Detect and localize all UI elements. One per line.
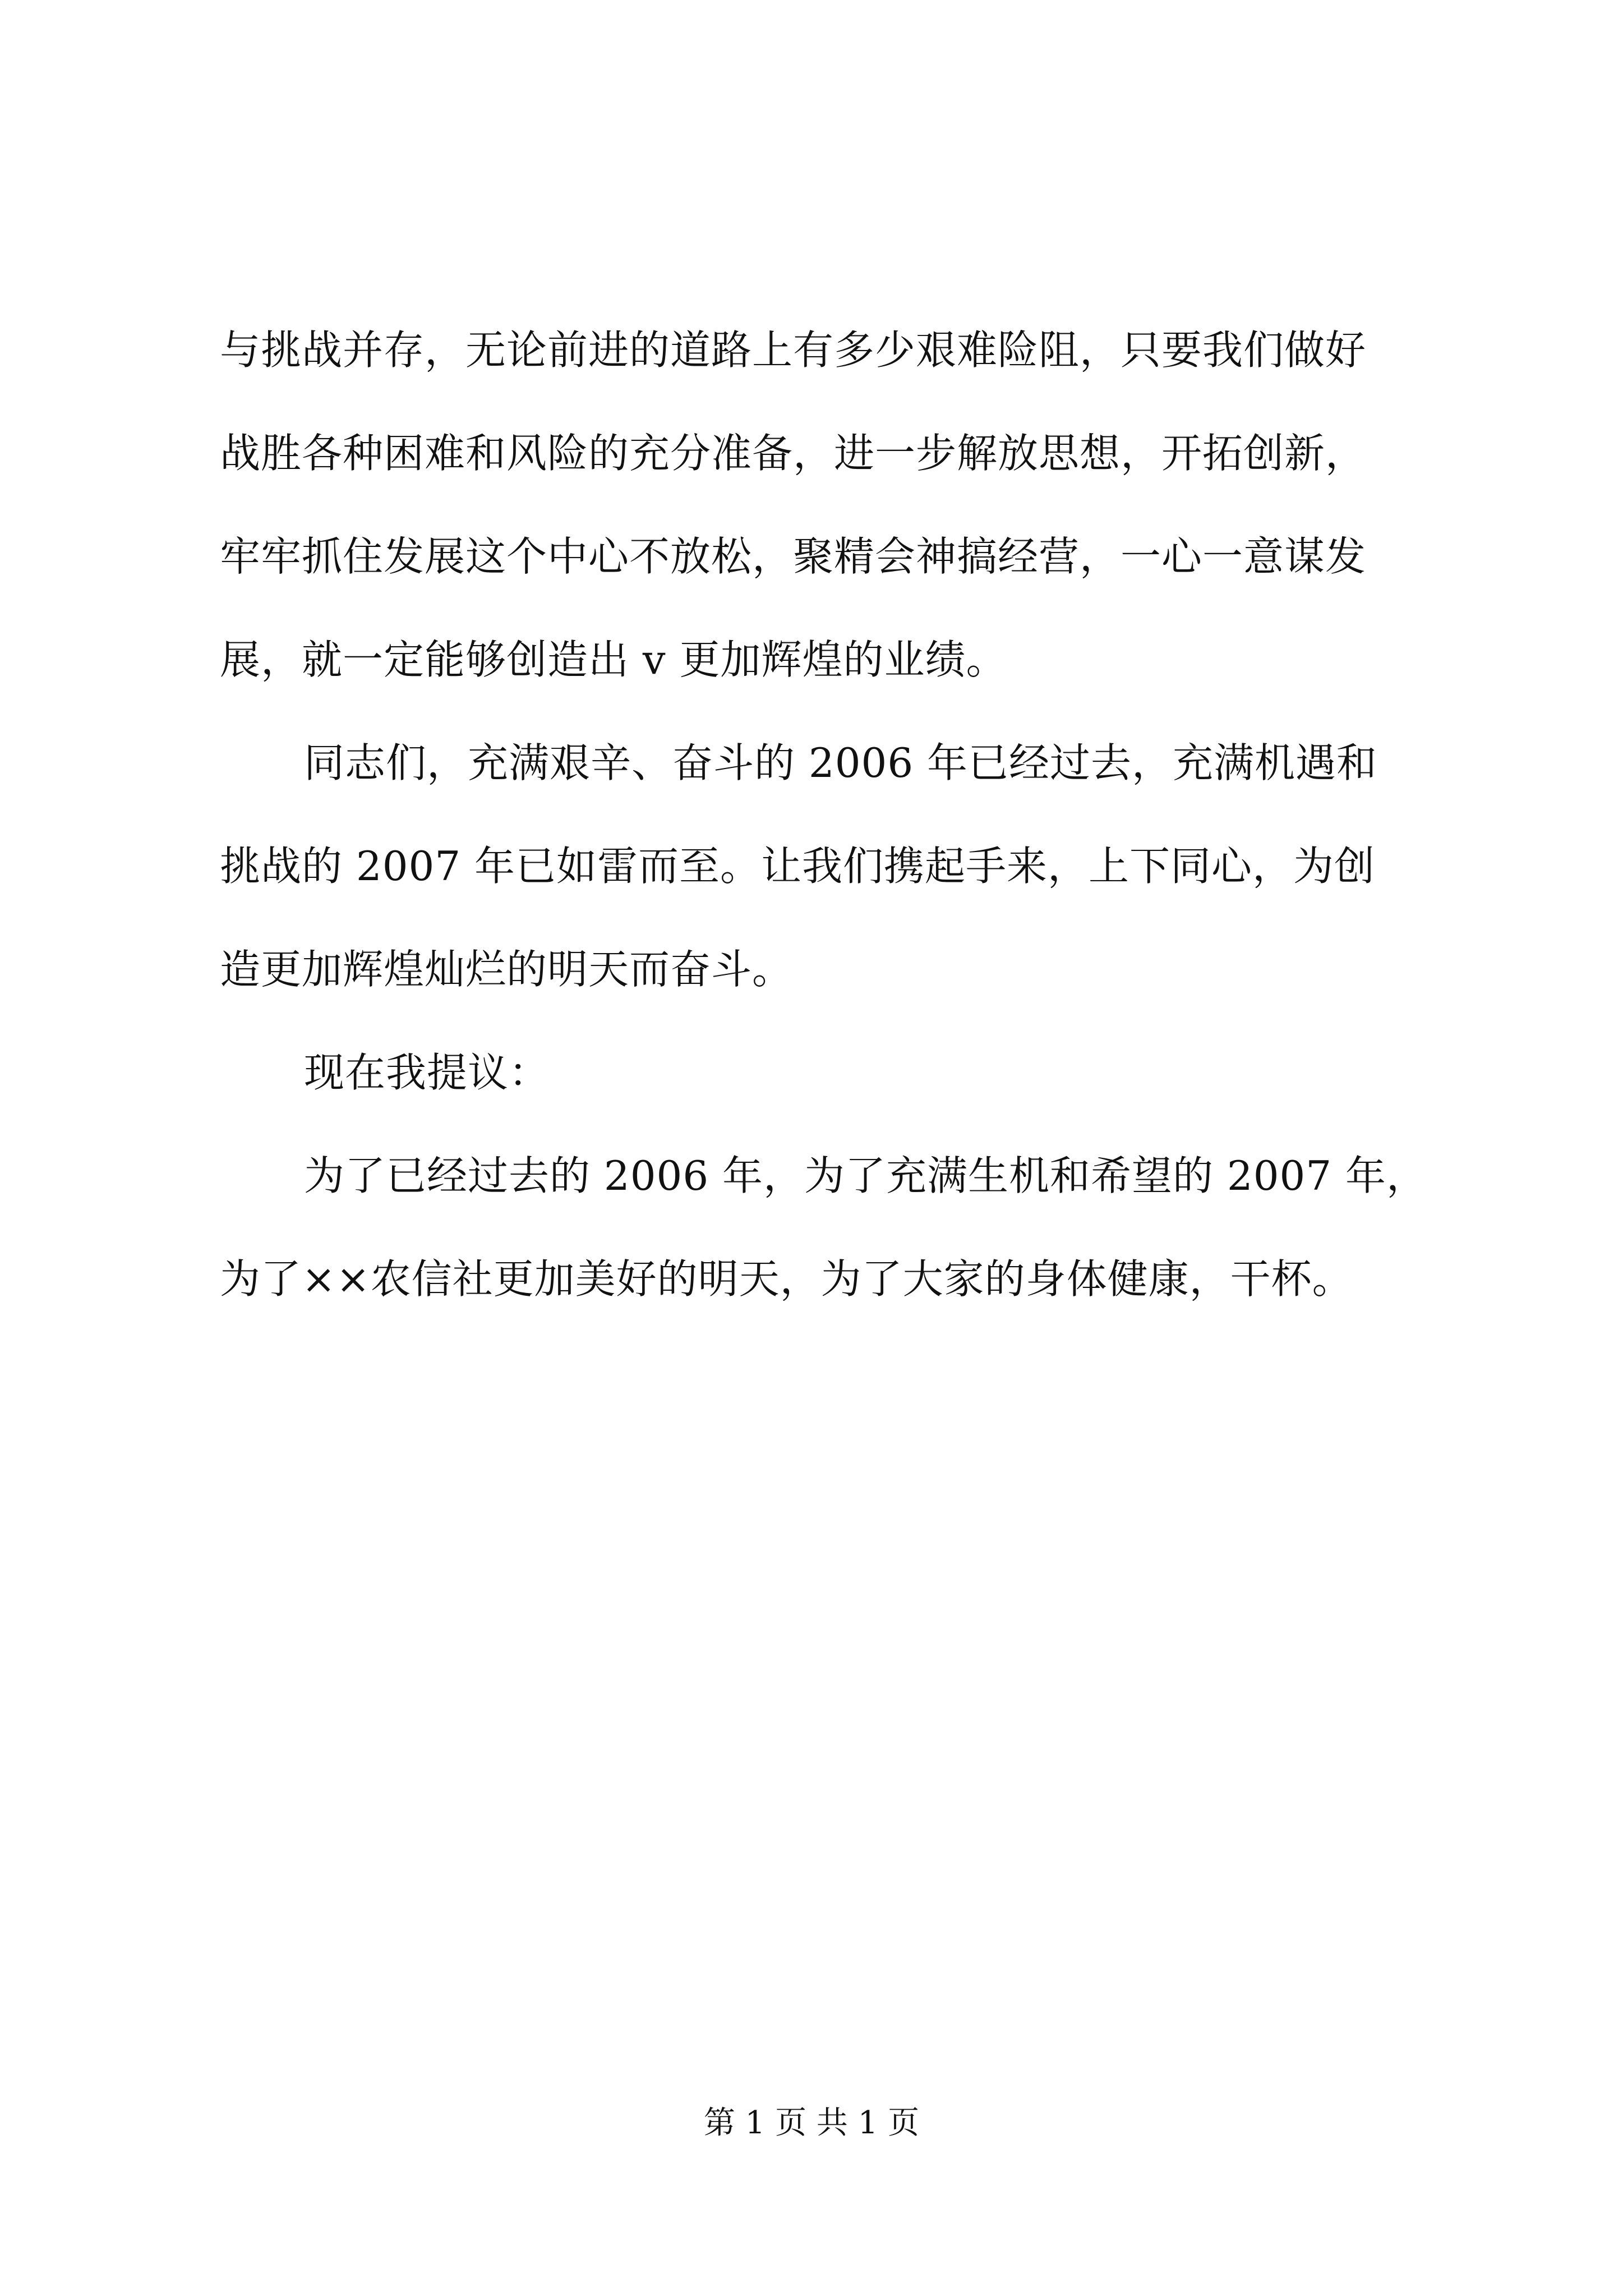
paragraph-start-line: 同志们，充满艰辛、奋斗的 2006 年已经过去，充满机遇和 — [304, 739, 1378, 786]
text-line: 与挑战并存，无论前进的道路上有多少艰难险阻，只要我们做好 — [220, 326, 1367, 374]
text-line: 为了××农信社更加美好的明天，为了大家的身体健康，干杯。 — [220, 1255, 1353, 1303]
paragraph-start-line: 现在我提议： — [304, 1049, 550, 1096]
body-text — [220, 298, 1431, 1331]
text-line: 牢牢抓住发展这个中心不放松，聚精会神搞经营，一心一意谋发 — [220, 533, 1367, 580]
text-line: 造更加辉煌灿烂的明天而奋斗。 — [220, 946, 794, 993]
paragraph-start-line: 为了已经过去的 2006 年，为了充满生机和希望的 2007 年， — [304, 1152, 1428, 1199]
text-line: 挑战的 2007 年已如雷而至。让我们携起手来，上下同心，为创 — [220, 843, 1376, 890]
text-line: 战胜各种困难和风险的充分准备，进一步解放思想，开拓创新， — [220, 430, 1367, 477]
text-line: 展，就一定能够创造出 v 更加辉煌的业绩。 — [220, 636, 1007, 683]
page-number-footer: 第 1 页 共 1 页 — [703, 2105, 920, 2141]
